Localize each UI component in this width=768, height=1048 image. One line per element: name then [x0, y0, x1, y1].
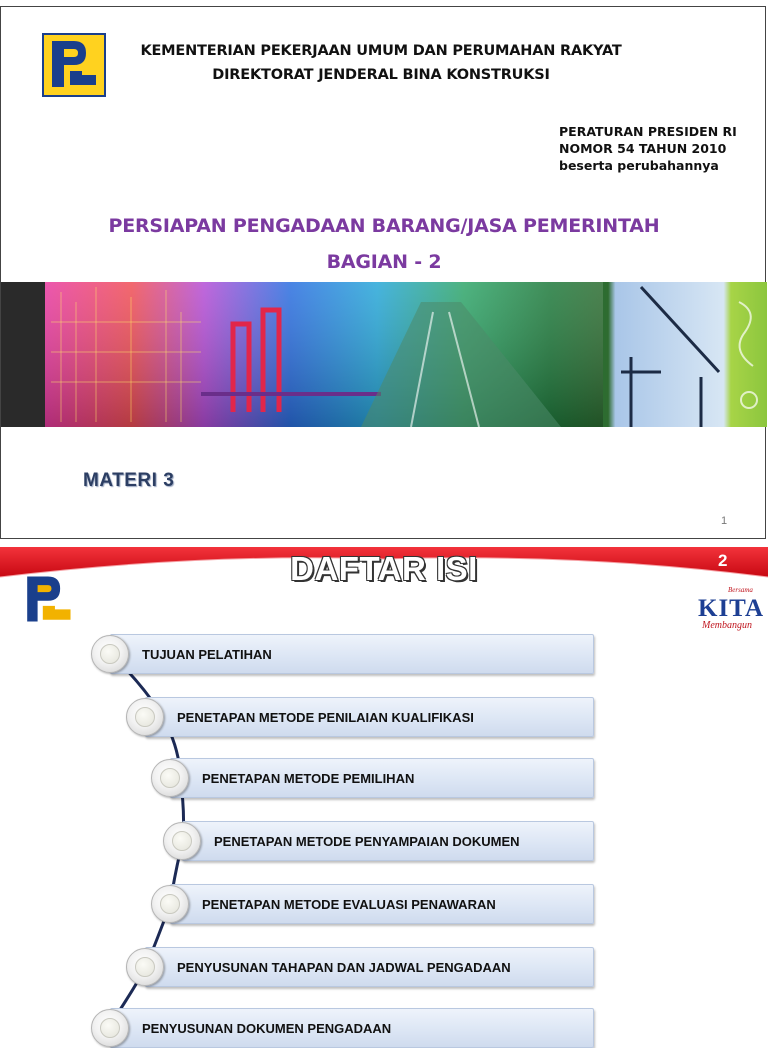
kita-logo-top: Bersama — [728, 586, 753, 594]
directorate-name: DIREKTORAT JENDERAL BINA KONSTRUKSI — [212, 67, 550, 83]
page-number: 2 — [718, 551, 728, 570]
toc-item-label: PENETAPAN METODE PEMILIHAN — [202, 771, 415, 786]
toc-item-label: PENETAPAN METODE PENYAMPAIAN DOKUMEN — [214, 834, 520, 849]
bullet-circle-icon — [126, 948, 164, 986]
kita-logo-sub: Membangun — [702, 620, 752, 631]
bullet-circle-icon — [151, 759, 189, 797]
pu-logo — [42, 33, 106, 97]
page-number: 1 — [721, 515, 728, 527]
toc-item-label: PENETAPAN METODE EVALUASI PENAWARAN — [202, 897, 496, 912]
bullet-circle-icon — [91, 1009, 129, 1047]
kita-logo: KITA — [698, 595, 765, 622]
regulation-line-2: NOMOR 54 TAHUN 2010 — [559, 141, 727, 156]
bullet-circle-icon — [91, 635, 129, 673]
toc-item-1[interactable] — [110, 634, 594, 674]
bullet-circle-icon — [126, 698, 164, 736]
toc-title: DAFTAR ISI — [290, 550, 478, 587]
ministry-name: KEMENTERIAN PEKERJAAN UMUM DAN PERUMAHAN RAKYAT — [140, 43, 622, 59]
title-slide — [0, 6, 766, 539]
regulation-line-1: PERATURAN PRESIDEN RI — [559, 124, 737, 139]
slide-subtitle: BAGIAN - 2 — [326, 251, 442, 273]
toc-item-4[interactable] — [182, 821, 594, 861]
toc-item-label: PENYUSUNAN TAHAPAN DAN JADWAL PENGADAAN — [177, 960, 511, 975]
toc-item-7[interactable] — [110, 1008, 594, 1048]
bullet-circle-icon — [151, 885, 189, 923]
slide-title: PERSIAPAN PENGADAAN BARANG/JASA PEMERINTAH — [108, 215, 660, 237]
toc-item-label: PENETAPAN METODE PENILAIAN KUALIFIKASI — [177, 710, 474, 725]
toc-item-label: TUJUAN PELATIHAN — [142, 647, 272, 662]
toc-item-3[interactable] — [170, 758, 594, 798]
toc-item-label: PENYUSUNAN DOKUMEN PENGADAAN — [142, 1021, 392, 1036]
regulation-reference — [559, 123, 759, 174]
toc-item-2[interactable] — [145, 697, 594, 737]
construction-banner — [1, 282, 767, 427]
bullet-circle-icon — [163, 822, 201, 860]
toc-item-5[interactable] — [170, 884, 594, 924]
materi-label: MATERI 3 — [83, 470, 175, 491]
regulation-line-3: beserta perubahannya — [559, 158, 719, 173]
table-of-contents-slide — [0, 547, 768, 1036]
toc-item-6[interactable] — [145, 947, 594, 987]
